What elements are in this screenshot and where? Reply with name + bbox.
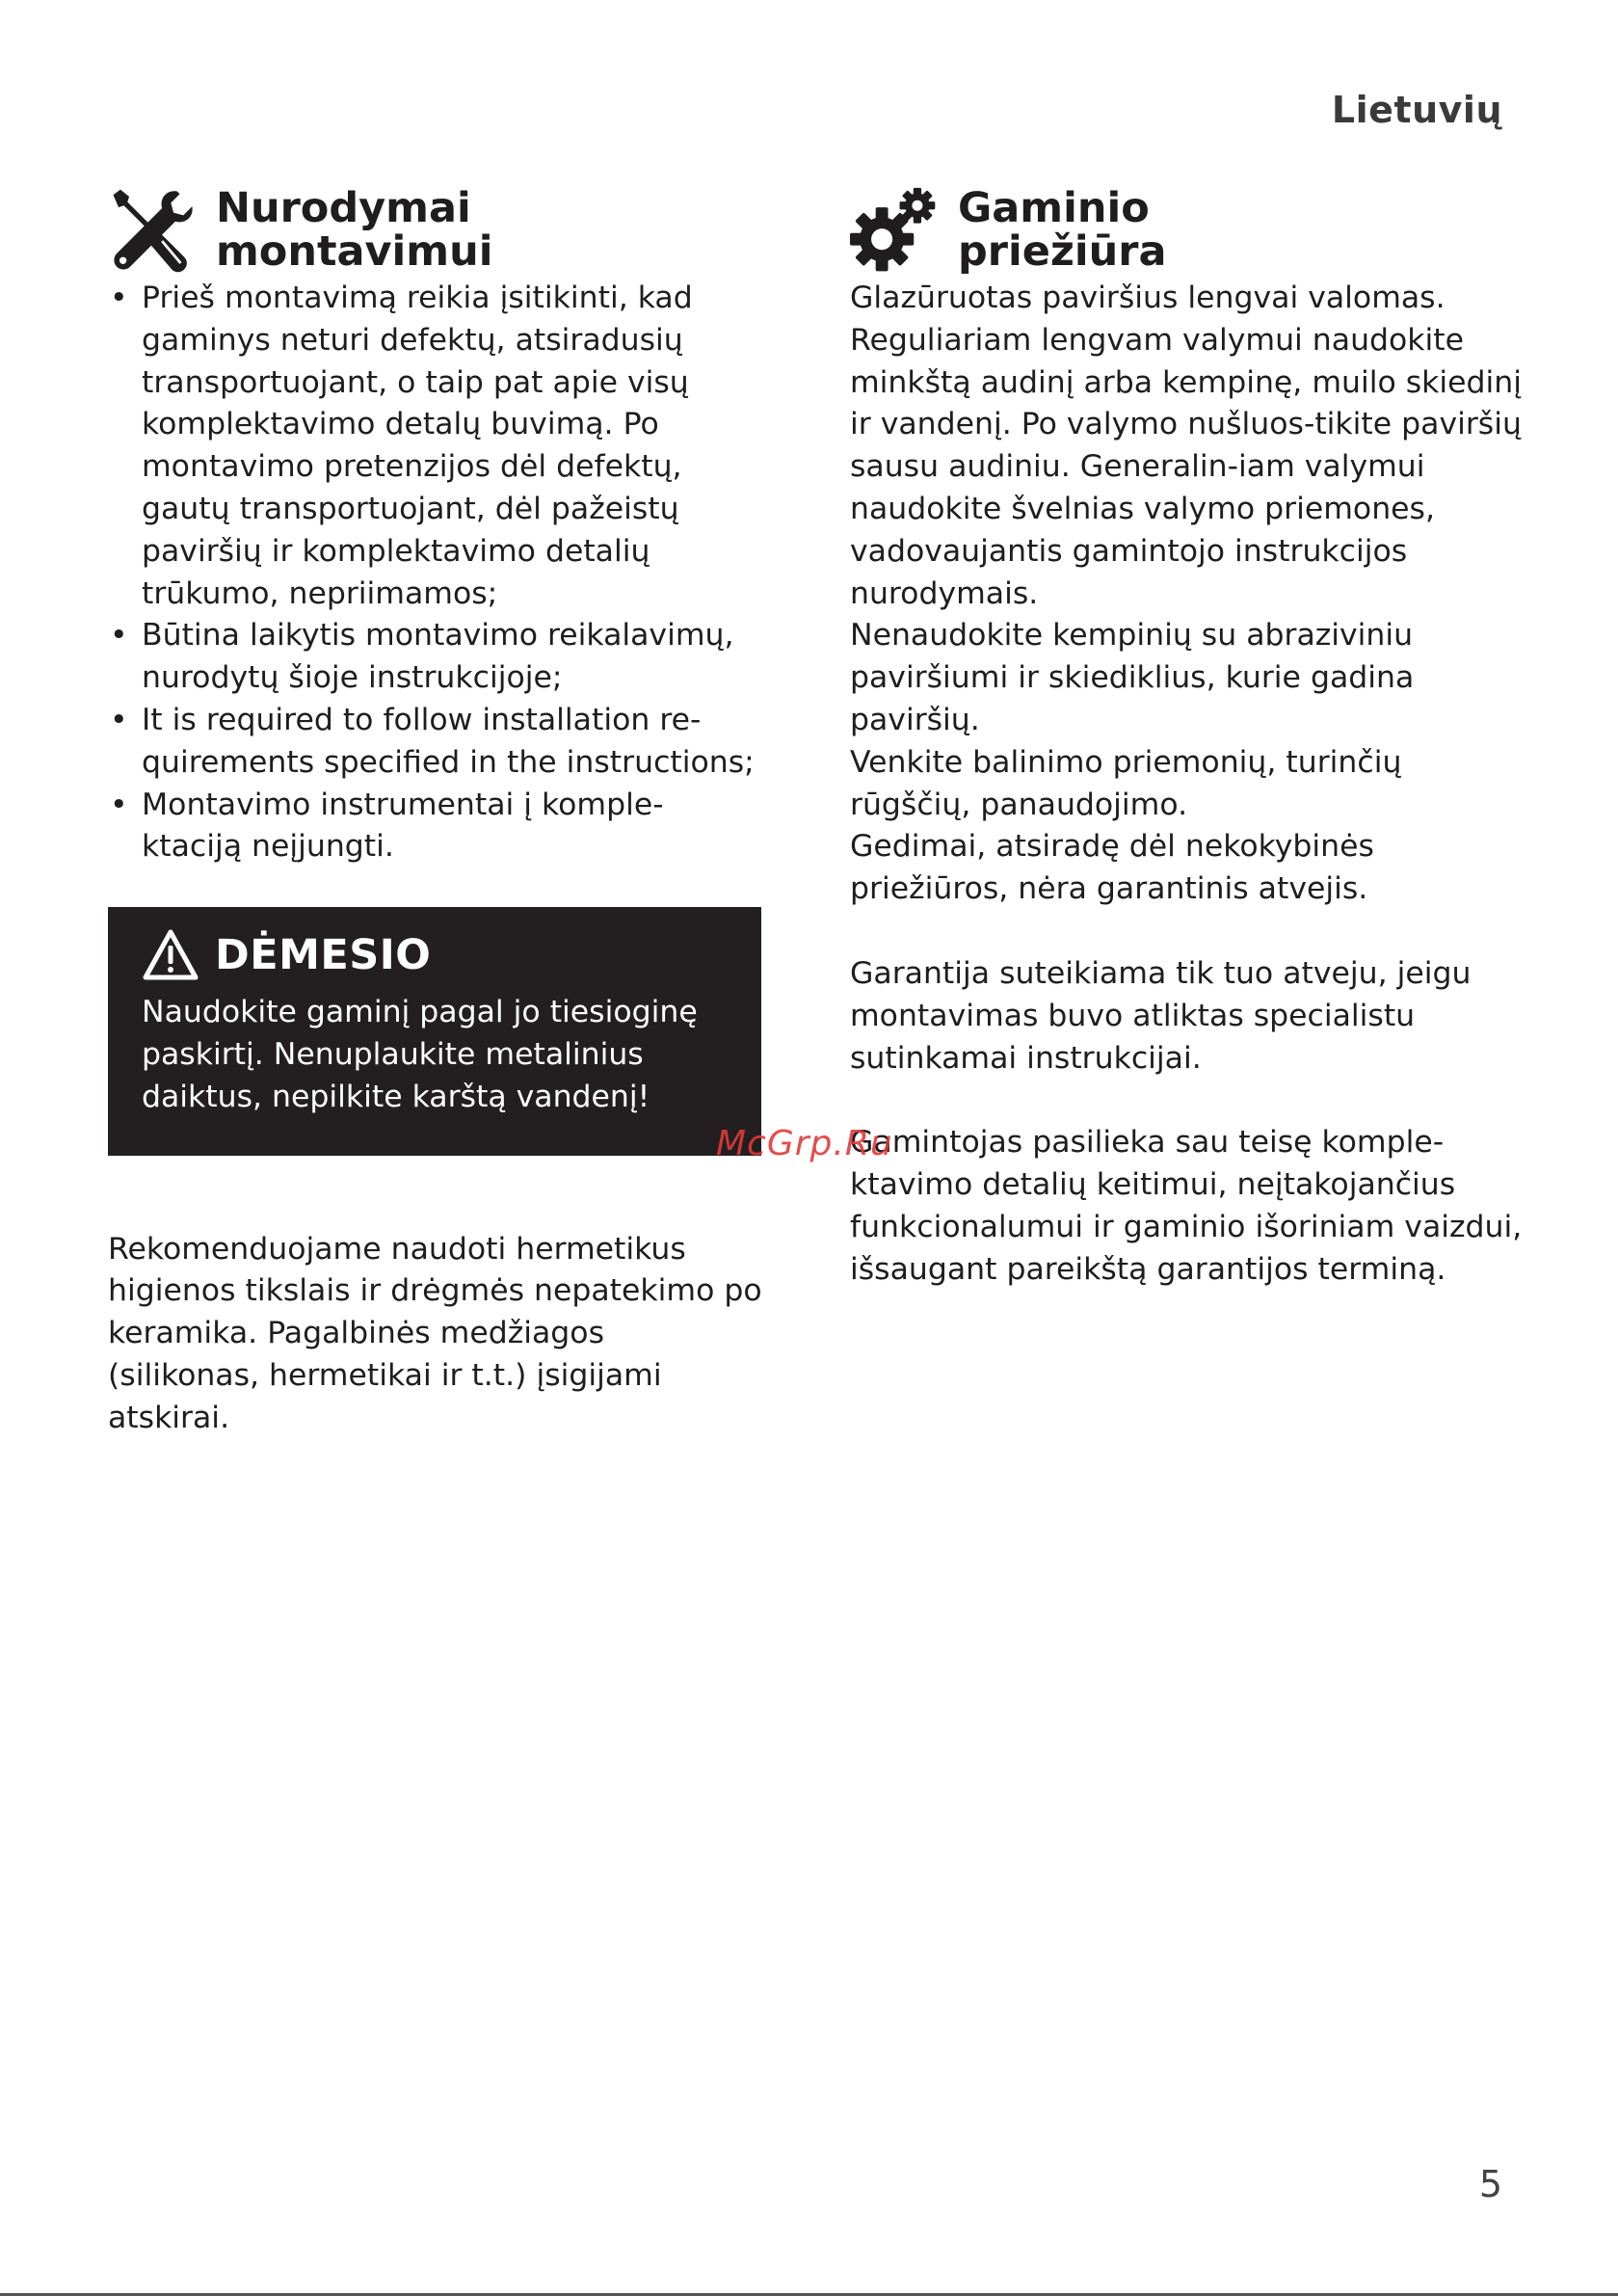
warning-title: DĖMESIO [215, 931, 432, 980]
care-paragraph: Glazūruotas paviršius lengvai valomas. Reguliariam lengvam valymui naudokite minkštą audinį arba kempinę, muilo skiedinį ir vandenį. Po valymo nušluos-tikite paviršių sausu audiniu. Generalin-iam valymui naudokite švelnias valymo priemones, vadovaujantis gamintojo instrukcijos nurodymais. [850, 280, 1523, 611]
warning-header [142, 928, 729, 982]
page-number: 5 [1478, 2163, 1502, 2205]
installation-bullets [108, 278, 763, 868]
installation-heading [108, 183, 763, 278]
language-label: Lietuvių [1331, 89, 1502, 131]
care-title: Gaminio priežiūra [958, 184, 1167, 276]
care-paragraph: Nenaudokite kempinių su abraziviniu paviršiumi ir skiediklius, kurie gadina paviršių. [850, 618, 1415, 737]
warning-text: Naudokite gaminį pagal jo tiesioginę paskirtį. Nenuplaukite metalinius daiktus, nepilkite karštą vandenį! [142, 995, 698, 1114]
watermark: McGrp.Ru [716, 1124, 893, 1163]
care-paragraph: Venkite balinimo priemonių, turinčių rūgščių, panaudojimo. [850, 744, 1402, 822]
warning-box [108, 907, 761, 1155]
care-section [850, 183, 1525, 1292]
installation-title: Nurodymai montavimui [216, 184, 493, 276]
list-item: • Prieš montavimą reikia įsitikinti, kad gaminys neturi defektų, atsiradusių transportuojant, o taip pat apie visų komplektavimo detalų buvimą. Po montavimo pretenzijos dėl defektų, gautų transportuojant, dėl pažeistų paviršių ir komplektavimo detalių trūkumo, nepriimamos; [108, 278, 763, 615]
gears-icon [850, 186, 939, 275]
manufacturer-text: Gamintojas pasilieka sau teisę komple-ktavimo detalių keitimui, neįtakojančius funkcionalumui ir gaminio išoriniam vaizdui, išsaugant pareikštą garantijos terminą. [850, 1125, 1523, 1287]
recommendation-text: Rekomenduojame naudoti hermetikus higienos tikslais ir drėgmės nepatekimo po keramika. Pagalbinės medžiagos (silikonas, hermetikai ir t.t.) įsigijami atskirai. [108, 1231, 762, 1435]
installation-section [108, 183, 763, 1440]
list-item: • Montavimo instrumentai į komple-ktaciją neįjungti. [108, 785, 763, 869]
list-item: • It is required to follow installation re-quirements specified in the instructions; [108, 700, 763, 785]
care-text [850, 278, 1525, 1292]
warning-triangle-icon [142, 928, 199, 982]
care-paragraph: Gedimai, atsiradę dėl nekokybinės priežiūros, nėra garantinis atvejis. [850, 829, 1374, 907]
list-item: • Būtina laikytis montavimo reikalavimų, nurodytų šioje instrukcijoje; [108, 615, 763, 700]
care-heading [850, 183, 1525, 278]
guarantee-text: Garantija suteikiama tik tuo atveju, jeigu montavimas buvo atliktas specialistu sutinkamai instrukcijai. [850, 955, 1472, 1076]
wrench-screwdriver-icon [108, 186, 197, 275]
